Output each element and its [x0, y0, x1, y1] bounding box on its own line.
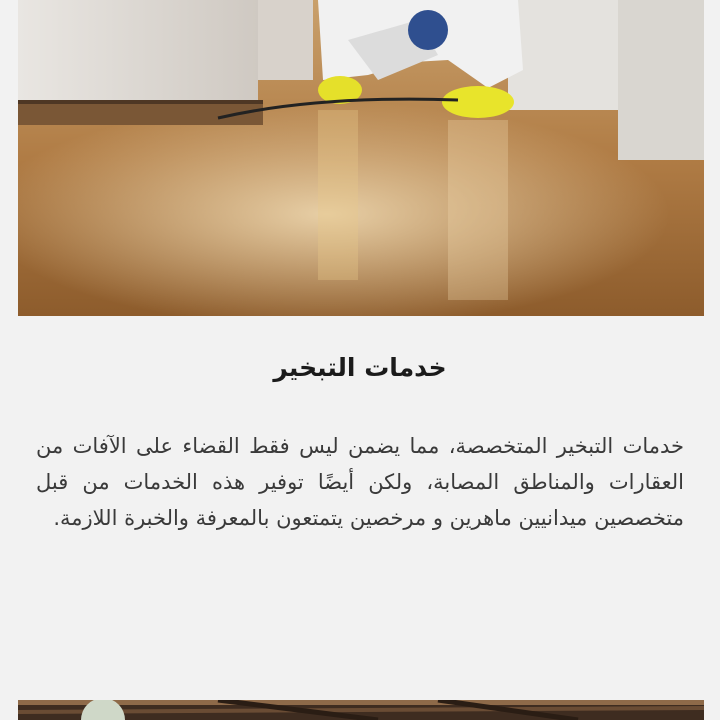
card-description: خدمات التبخير المتخصصة، مما يضمن ليس فقط القضاء على الآفات من العقارات والمناطق المصابة، ولكن أيضًا توفير هذه الخدمات من قبل متخصصين ميدانيين ماهرين و مرخصين يتمتعون بالمعرفة والخبرة اللازمة. [36, 434, 684, 530]
card-title: خدمات التبخير [273, 353, 447, 382]
next-service-image [18, 700, 704, 720]
service-image [18, 0, 704, 316]
